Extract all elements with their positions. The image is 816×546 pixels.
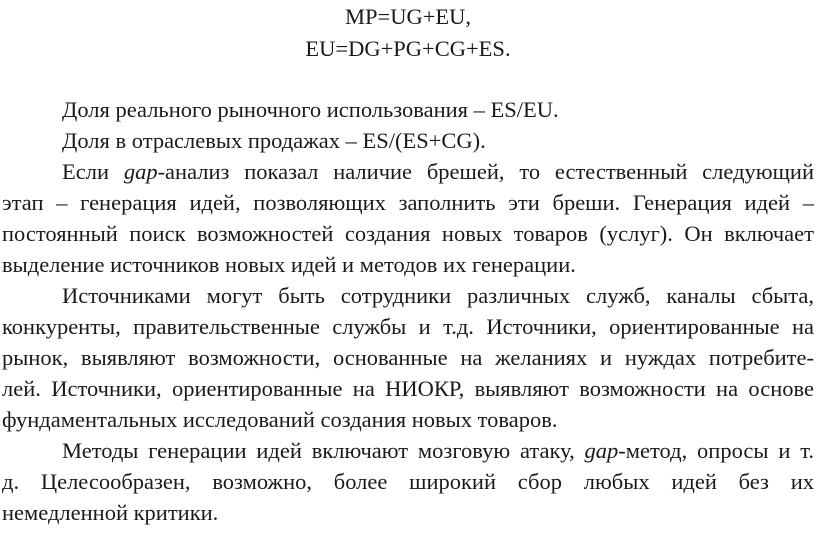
paragraph-methods-line-1 [62, 436, 814, 466]
paragraph-sources-line-2: конкуренты, правительственные службы и т.д. Источники, ориентированные на [2, 314, 814, 339]
text-span: -анализ показал наличие брешей, то естественный следующий [157, 159, 814, 184]
paragraph-sources-line-4: лей. Источники, ориентированные на НИОКР, выявляют возможности на основе [2, 376, 814, 401]
paragraph-market-usage: Доля реального рыночного использования – ES/EU. [62, 97, 559, 122]
paragraph-gap-line-3: постоянный поиск возможностей создания новых товаров (услуг). Он включает [2, 221, 814, 246]
paragraph-industry-sales: Доля в отраслевых продажах – ES/(ES+CG). [62, 128, 486, 153]
text-span: Методы генерации идей включают мозговую атаку, [62, 438, 585, 463]
text-span: -метод, опросы и т. [618, 438, 814, 463]
paragraph-sources-line-1: Источниками могут быть сотрудники различных служб, каналы сбыта, [62, 283, 814, 308]
paragraph-methods-line-2: д. Целесообразен, возможно, более широкий сбор любых идей без их [2, 469, 814, 494]
text-span: Если [62, 159, 124, 184]
paragraph-gap-line-2: этап – генерация идей, позволяющих заполнить эти бреши. Генерация идей – [2, 190, 814, 215]
paragraph-sources-line-3: рынок, выявляют возможности, основанные на желаниях и нуждах потребите- [2, 345, 814, 370]
gap-term: gap [123, 159, 158, 184]
formula-mp: MP=UG+EU, [344, 4, 471, 29]
gap-term: gap [584, 438, 619, 463]
paragraph-methods-line-3: немедленной критики. [2, 500, 219, 525]
paragraph-gap-line-4: выделение источников новых идей и методов их генерации. [2, 252, 576, 277]
paragraph-gap-line-1 [62, 157, 814, 187]
formula-eu: EU=DG+PG+CG+ES. [305, 36, 511, 61]
paragraph-sources-line-5: фундаментальных исследований создания новых товаров. [2, 407, 558, 432]
